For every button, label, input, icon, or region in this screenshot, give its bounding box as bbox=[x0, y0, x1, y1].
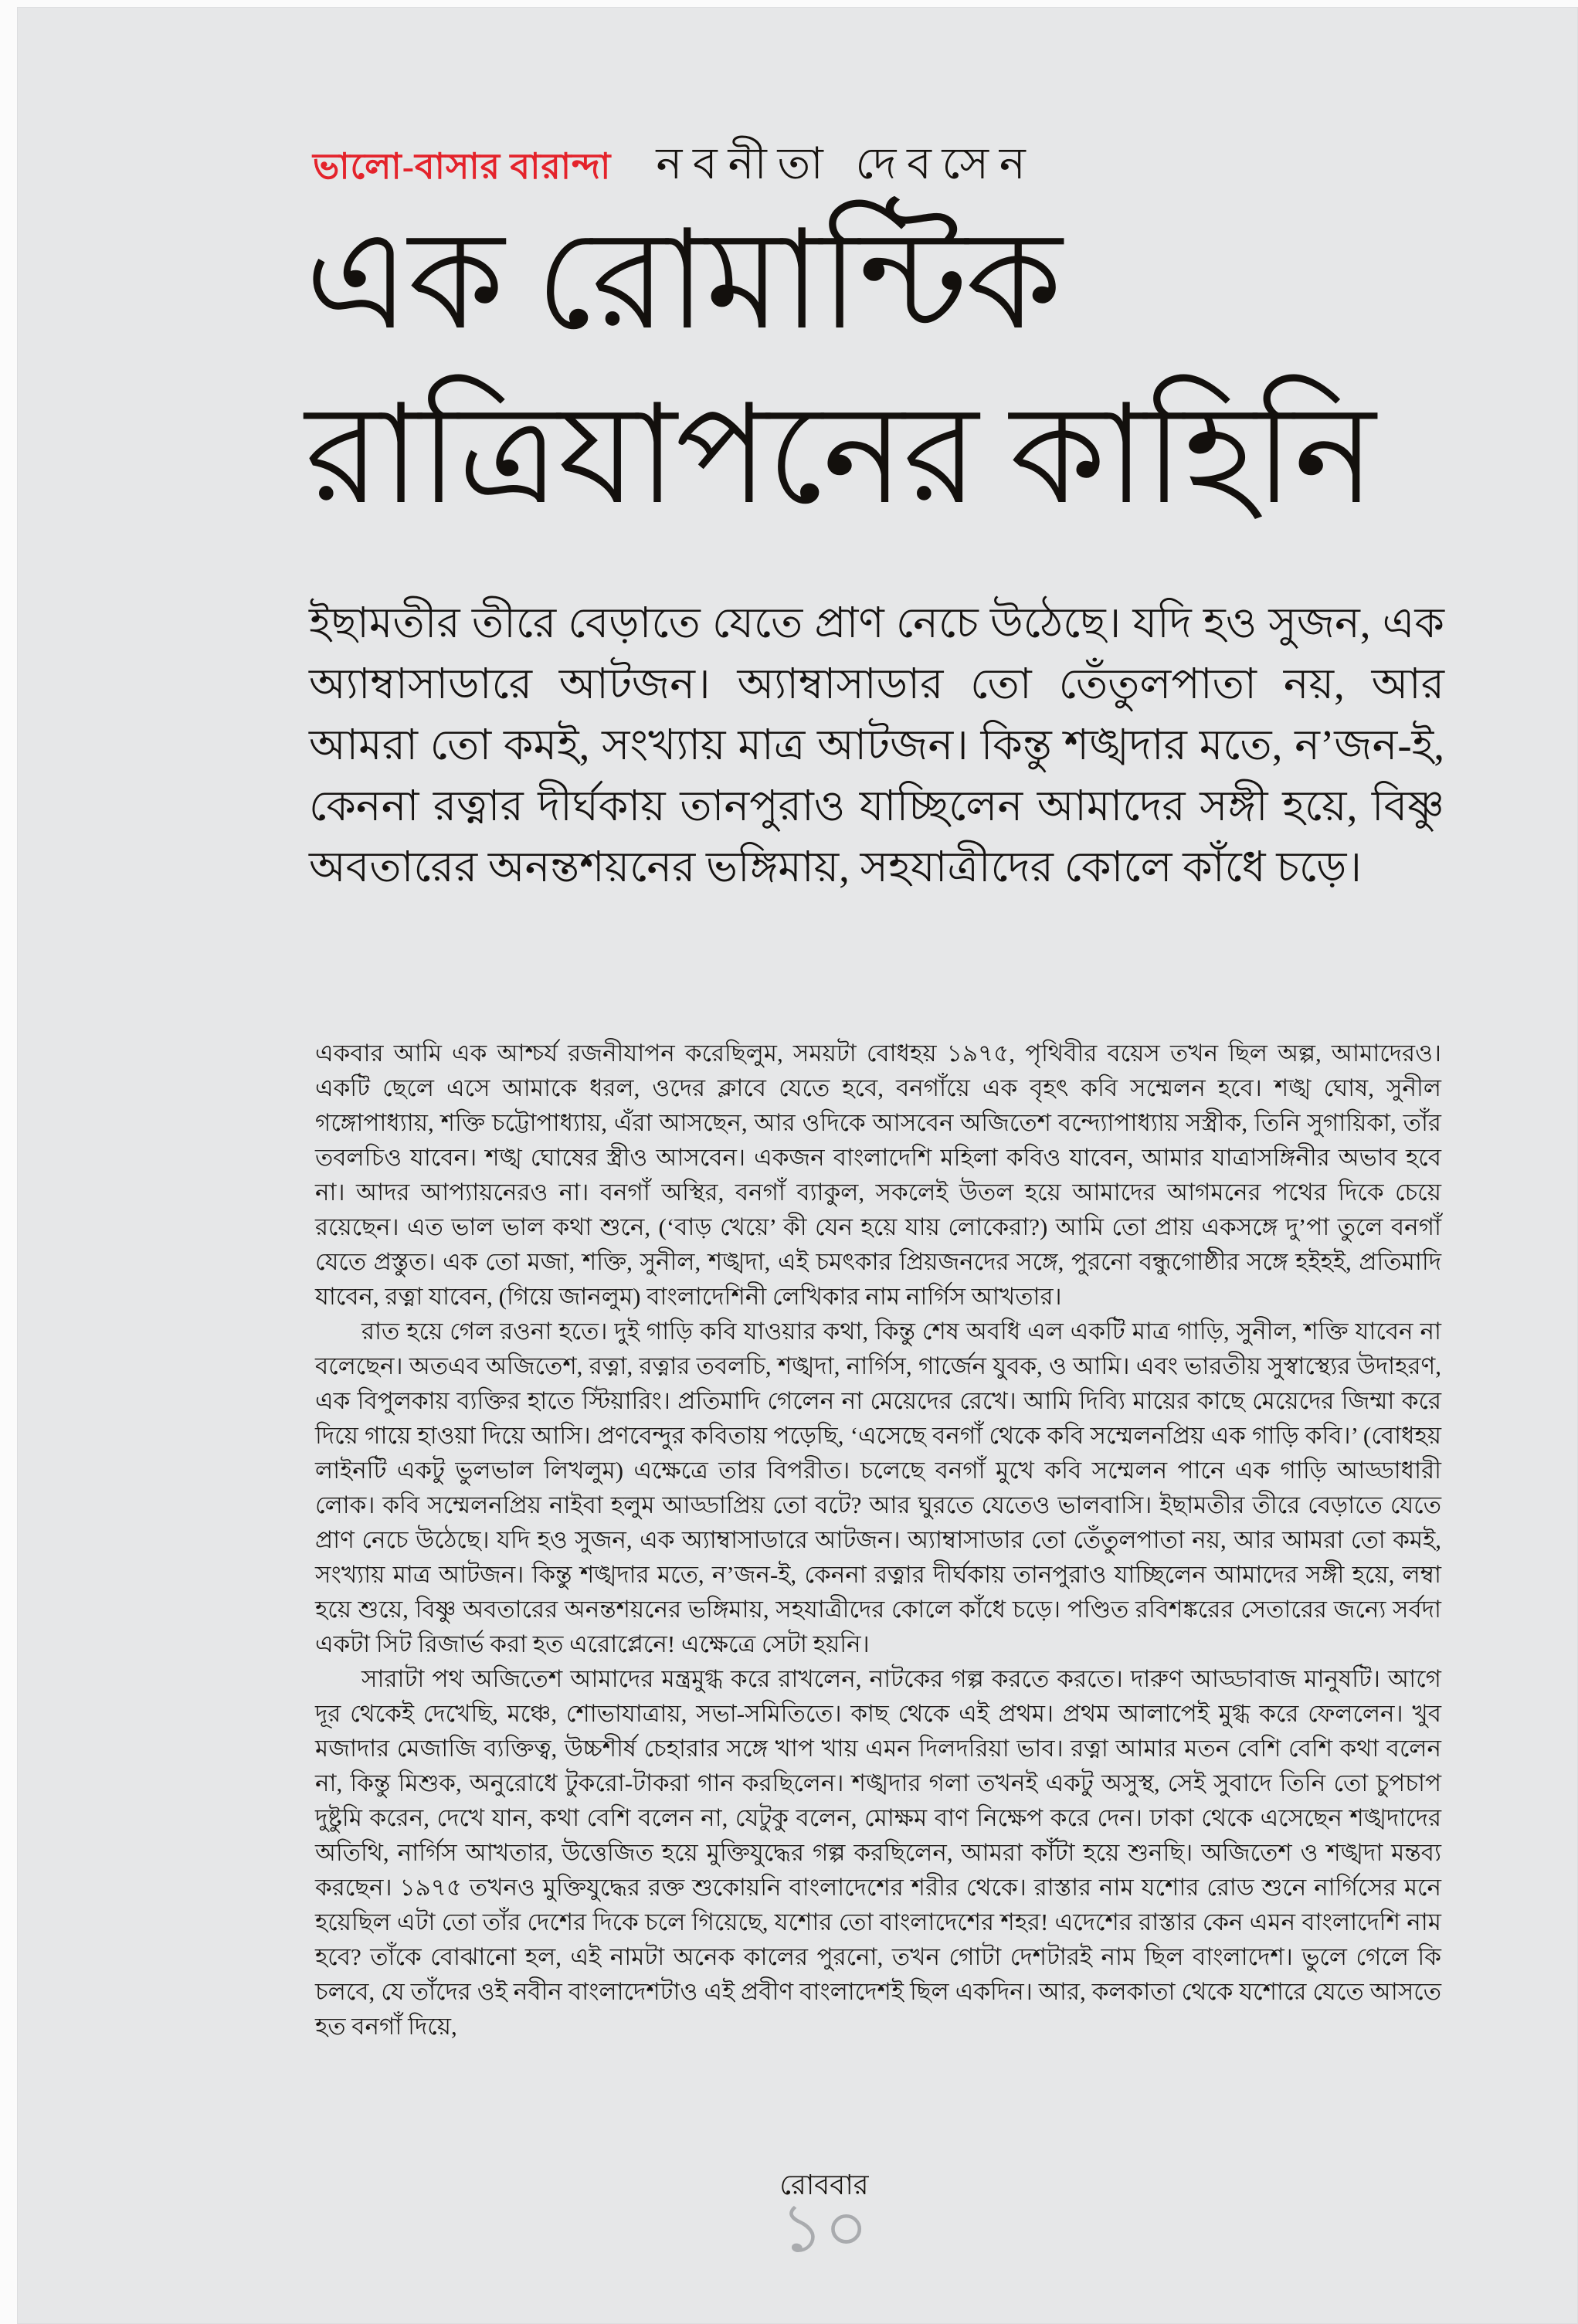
magazine-page bbox=[17, 7, 1578, 2324]
header-row bbox=[313, 131, 1036, 204]
footer-section-name: রোববার bbox=[779, 2170, 869, 2200]
title-line-2: রাত্রিযাপনের কাহিনি bbox=[305, 379, 1375, 532]
page-number: ১০ bbox=[779, 2192, 869, 2267]
title-line-1: এক রোমান্টিক bbox=[305, 205, 1061, 358]
article-title bbox=[305, 194, 1479, 543]
body-paragraph: একবার আমি এক আশ্চর্য রজনীযাপন করেছিলুম, সময়টা বোধহয় ১৯৭৫, পৃথিবীর বয়েস তখন ছিল অল্প, আমাদেরও। একটি ছেলে এসে আমাকে ধরল, ওদের ক্লাবে যেতে হবে, বনগাঁয়ে এক বৃহৎ কবি সম্মেলন হবে। শঙ্খ ঘোষ, সুনীল গঙ্গোপাধ্যায়, শক্তি চট্টোপাধ্যায়, এঁরা আসছেন, আর ওদিকে আসবেন অজিতেশ বন্দ্যোপাধ্যায় সস্ত্রীক, তিনি সুগায়িকা, তাঁর তবলচিও যাবেন। শঙ্খ ঘোষের স্ত্রীও আসবেন। একজন বাংলাদেশি মহিলা কবিও যাবেন, আমার যাত্রাসঙ্গিনীর অভাব হবে না। আদর আপ্যায়নেরও না। বনগাঁ অস্থির, বনগাঁ ব্যাকুল, সকলেই উতল হয়ে আমাদের আগমনের পথের দিকে চেয়ে রয়েছেন। এত ভাল ভাল কথা শুনে, (‘বাড় খেয়ে’ কী যেন হয়ে যায় লোকেরা?) আমি তো প্রায় একসঙ্গে দু’পা তুলে বনগাঁ যেতে প্রস্তুত। এক তো মজা, শক্তি, সুনীল, শঙ্খদা, এই চমৎকার প্রিয়জনদের সঙ্গে, পুরনো বন্ধুগোষ্ঠীর সঙ্গে হইহই, প্রতিমাদি যাবেন, রত্না যাবেন, (গিয়ে জানলুম) বাংলাদেশিনী লেখিকার নাম নার্গিস আখতার। bbox=[315, 1040, 1441, 1310]
lead-paragraph: ইছামতীর তীরে বেড়াতে যেতে প্রাণ নেচে উঠেছে। যদি হও সুজন, এক অ্যাম্বাসাডারে আটজন। অ্যাম্বাসাডার তো তেঁতুলপাতা নয়, আর আমরা তো কমই, সংখ্যায় মাত্র আটজন। কিন্তু শঙ্খদার মতে, ন’জন-ই, কেননা রত্নার দীর্ঘকায় তানপুরাও যাচ্ছিলেন আমাদের সঙ্গী হয়ে, বিষ্ণু অবতারের অনন্তশয়নের ভঙ্গিমায়, সহযাত্রীদের কোলে কাঁধে চড়ে। bbox=[309, 599, 1444, 891]
body-paragraph: সারাটা পথ অজিতেশ আমাদের মন্ত্রমুগ্ধ করে রাখলেন, নাটকের গল্প করতে করতে। দারুণ আড্ডাবাজ মানুষটি। আগে দূর থেকেই দেখেছি, মঞ্চে, শোভাযাত্রায়, সভা-সমিতিতে। কাছ থেকে এই প্রথম। প্রথম আলাপেই মুগ্ধ করে ফেললেন। খুব মজাদার মেজাজি ব্যক্তিত্ব, উচ্চশীর্ষ চেহারার সঙ্গে খাপ খায় এমন দিলদরিয়া ভাব। রত্না আমার মতন বেশি বেশি কথা বলেন না, কিন্তু মিশুক, অনুরোধে টুকরো-টাকরা গান করছিলেন। শঙ্খদার গলা তখনই একটু অসুস্থ, সেই সুবাদে তিনি তো চুপচাপ দুষ্টুমি করেন, দেখে যান, কথা বেশি বলেন না, যেটুকু বলেন, মোক্ষম বাণ নিক্ষেপ করে দেন। ঢাকা থেকে এসেছেন শঙ্খদাদের অতিথি, নার্গিস আখতার, উত্তেজিত হয়ে মুক্তিযুদ্ধের গল্প করছিলেন, আমরা কাঁটা হয়ে শুনছি। অজিতেশ ও শঙ্খদা মন্তব্য করছেন। ১৯৭৫ তখনও মুক্তিযুদ্ধের রক্ত শুকোয়নি বাংলাদেশের শরীর থেকে। রাস্তার নাম যশোর রোড শুনে নার্গিসের মনে হয়েছিল এটা তো তাঁর দেশের দিকে চলে গিয়েছে, যশোর তো বাংলাদেশের শহর! এদেশের রাস্তার কেন এমন বাংলাদেশি নাম হবে? তাঁকে বোঝানো হল, এই নামটা অনেক কালের পুরনো, তখন গোটা দেশটারই নাম ছিল বাংলাদেশ। ভুলে গেলে কি চলবে, যে তাঁদের ওই নবীন বাংলাদেশটাও এই প্রবীণ বাংলাদেশই ছিল একদিন। আর, কলকাতা থেকে যশোরে যেতে আসতে হত বনগাঁ দিয়ে, bbox=[315, 1665, 1441, 2040]
body-paragraph: রাত হয়ে গেল রওনা হতে। দুই গাড়ি কবি যাওয়ার কথা, কিন্তু শেষ অবধি এল একটি মাত্র গাড়ি, সুনীল, শক্তি যাবেন না বলেছেন। অতএব অজিতেশ, রত্না, রত্নার তবলচি, শঙ্খদা, নার্গিস, গার্জেন যুবক, ও আমি। এবং ভারতীয় সুস্বাস্থ্যের উদাহরণ, এক বিপুলকায় ব্যক্তির হাতে স্টিয়ারিং। প্রতিমাদি গেলেন না মেয়েদের রেখে। আমি দিব্যি মায়ের কাছে মেয়েদের জিম্মা করে দিয়ে গায়ে হাওয়া দিয়ে আসি। প্রণবেন্দুর কবিতায় পড়েছি, ‘এসেছে বনগাঁ থেকে কবি সম্মেলনপ্রিয় এক গাড়ি কবি।’ (বোধহয় লাইনটি একটু ভুলভাল লিখলুম) এক্ষেত্রে তার বিপরীত। চলেছে বনগাঁ মুখে কবি সম্মেলন পানে এক গাড়ি আড্ডাধারী লোক। কবি সম্মেলনপ্রিয় নাইবা হলুম আড্ডাপ্রিয় তো বটে? আর ঘুরতে যেতেও ভালবাসি। ইছামতীর তীরে বেড়াতে যেতে প্রাণ নেচে উঠেছে। যদি হও সুজন, এক অ্যাম্বাসাডারে আটজন। অ্যাম্বাসাডার তো তেঁতুলপাতা নয়, আর আমরা তো কমই, সংখ্যায় মাত্র আটজন। কিন্তু শঙ্খদার মতে, ন’জন-ই, কেননা রত্নার দীর্ঘকায় তানপুরাও যাচ্ছিলেন আমাদের সঙ্গী হয়ে, লম্বা হয়ে শুয়ে, বিষ্ণু অবতারের অনন্তশয়নের ভঙ্গিমায়, সহযাত্রীদের কোলে কাঁধে চড়ে। পণ্ডিত রবিশঙ্করের সেতারের জন্যে সর্বদা একটা সিট রিজার্ভ করা হত এরোপ্লেনে! এক্ষেত্রে সেটা হয়নি। bbox=[315, 1318, 1441, 1657]
author-name: নবনীতা দেবসেন bbox=[656, 140, 1037, 188]
body-column bbox=[315, 1036, 1441, 2044]
page-footer bbox=[779, 2170, 869, 2267]
section-kicker: ভালো-বাসার বারান্দা bbox=[313, 147, 612, 186]
